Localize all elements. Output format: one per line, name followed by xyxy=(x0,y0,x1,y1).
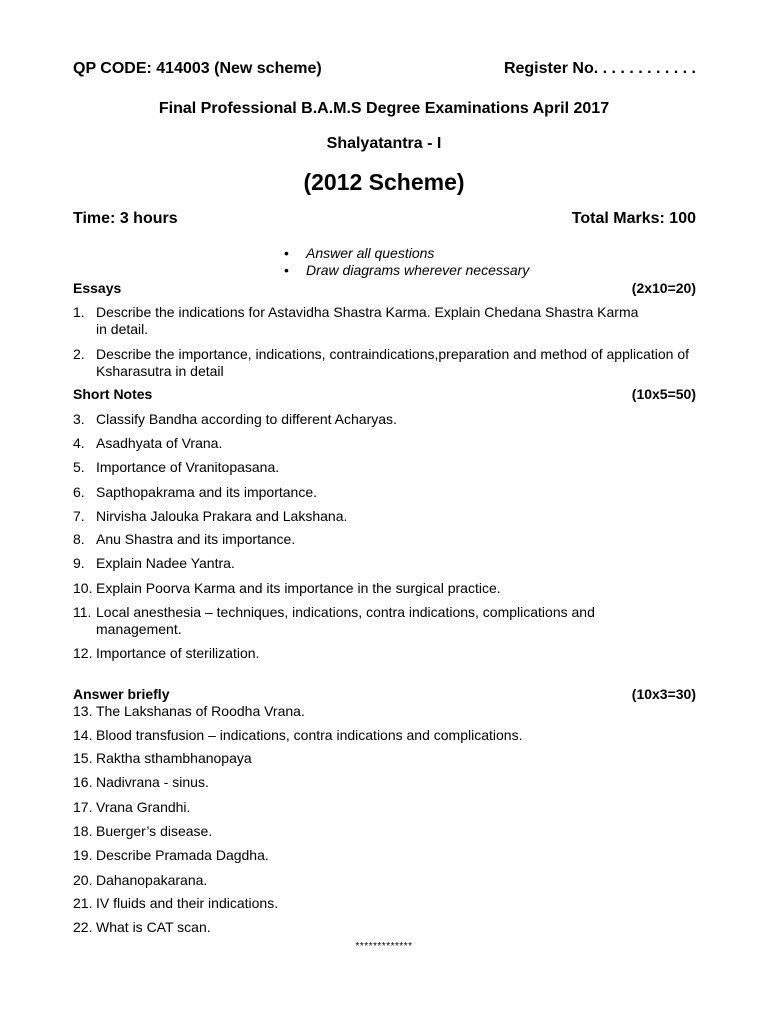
question-item: 18. Buerger’s disease. xyxy=(73,823,213,839)
section-marks: (10x3=30) xyxy=(631,686,696,702)
end-of-paper-marker: ************* xyxy=(355,941,413,952)
subject-title: Shalyatantra - I xyxy=(326,135,442,152)
time-marks-row xyxy=(73,210,696,228)
instruction-item: • Draw diagrams wherever necessary xyxy=(284,262,529,279)
question-item: 22. What is CAT scan. xyxy=(73,919,211,935)
question-item: 14. Blood transfusion – indications, contra indications and complications. xyxy=(73,727,523,743)
scheme-title: (2012 Scheme) xyxy=(303,169,465,195)
section-essays-header xyxy=(73,280,696,296)
question-item: 12. Importance of sterilization. xyxy=(73,645,260,661)
time-allowed: Time: 3 hours xyxy=(73,210,178,227)
question-item: 10. Explain Poorva Karma and its importance in the surgical practice. xyxy=(73,580,501,596)
question-item: 13. The Lakshanas of Roodha Vrana. xyxy=(73,703,305,719)
question-item: 20. Dahanopakarana. xyxy=(73,872,208,888)
question-item: 19. Describe Pramada Dagdha. xyxy=(73,847,269,863)
exam-title: Final Professional B.A.M.S Degree Examinations April 2017 xyxy=(158,100,610,117)
section-short-notes-header xyxy=(73,386,696,402)
question-item: 8. Anu Shastra and its importance. xyxy=(73,531,296,547)
section-answer-briefly-header xyxy=(73,686,696,702)
section-marks: (2x10=20) xyxy=(631,280,696,296)
question-item: 3. Classify Bandha according to different Acharyas. xyxy=(73,411,397,427)
total-marks: Total Marks: 100 xyxy=(571,210,696,227)
question-item: 4. Asadhyata of Vrana. xyxy=(73,435,223,451)
section-title: Short Notes xyxy=(73,386,153,402)
question-item: 2. Describe the importance, indications, contraindications,preparation and method of application of Ksharasutra in detail xyxy=(73,346,690,379)
question-item: 21. IV fluids and their indications. xyxy=(73,895,279,911)
section-title: Answer briefly xyxy=(73,686,170,702)
question-item: 17. Vrana Grandhi. xyxy=(73,799,191,815)
section-title: Essays xyxy=(73,280,122,296)
register-number: Register No. . . . . . . . . . . . xyxy=(503,60,696,77)
question-item: 11. Local anesthesia – techniques, indications, contra indications, complications and management. xyxy=(73,604,595,637)
instructions-list xyxy=(284,245,529,279)
question-item: 16. Nadivrana - sinus. xyxy=(73,774,209,790)
question-item: 15. Raktha sthambhanopaya xyxy=(73,750,252,766)
instruction-item: • Answer all questions xyxy=(284,245,529,262)
question-item: 1. Describe the indications for Astavidha Shastra Karma. Explain Chedana Shastra Karma in detail. xyxy=(73,304,639,337)
qp-code: QP CODE: 414003 (New scheme) xyxy=(73,60,322,77)
question-item: 7. Nirvisha Jalouka Prakara and Lakshana. xyxy=(73,508,348,524)
question-item: 5. Importance of Vranitopasana. xyxy=(73,459,280,475)
question-item: 6. Sapthopakrama and its importance. xyxy=(73,484,318,500)
section-marks: (10x5=50) xyxy=(631,386,696,402)
header-row xyxy=(73,60,696,78)
question-item: 9. Explain Nadee Yantra. xyxy=(73,555,235,571)
